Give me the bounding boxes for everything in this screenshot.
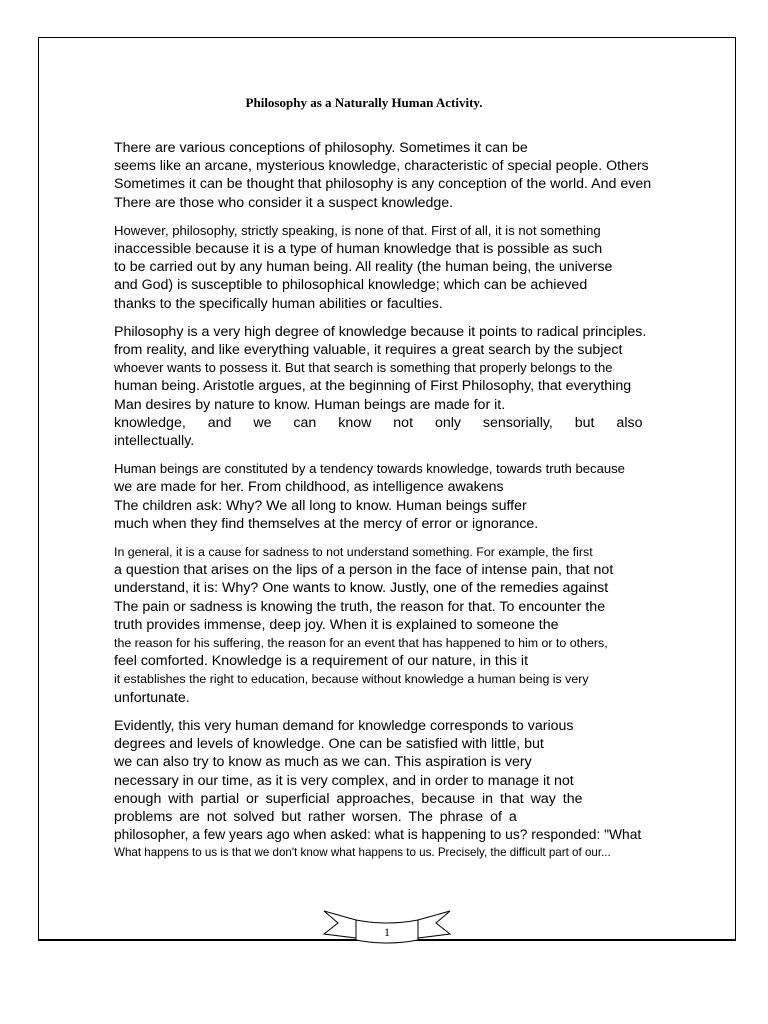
text-line: thanks to the specifically human abilities or faculties. — [114, 295, 443, 312]
text-line: and God) is susceptible to philosophical knowledge; which can be achieved — [114, 277, 588, 294]
text-line: Evidently, this very human demand for knowledge corresponds to various — [114, 717, 574, 734]
paragraph — [114, 222, 694, 313]
text-line: inaccessible because it is a type of human knowledge that is possible as such — [114, 241, 603, 258]
text-line: The pain or sadness is knowing the truth, the reason for that. To encounter the — [114, 598, 606, 615]
text-line: intellectually. — [114, 433, 195, 450]
text-line: knowledge, and we can know not only sensorially, but also — [114, 414, 643, 431]
text-line: Human beings are constituted by a tendency towards knowledge, towards truth because — [114, 461, 625, 477]
paragraph — [114, 139, 694, 212]
text-line: Philosophy is a very high degree of knowledge because it points to radical principles. — [114, 323, 647, 340]
text-line: to be carried out by any human being. All reality (the human being, the universe — [114, 259, 613, 276]
text-line: feel comforted. Knowledge is a requirement of our nature, in this it — [114, 653, 529, 670]
text-line: understand, it is: Why? One wants to know. Justly, one of the remedies against — [114, 580, 609, 597]
text-line: seems like an arcane, mysterious knowledge, characteristic of special people. Others — [114, 158, 649, 175]
paragraph — [114, 717, 694, 863]
justified-line — [114, 414, 643, 432]
text-line: degrees and levels of knowledge. One can be satisfied with little, but — [114, 736, 544, 753]
paragraph — [114, 323, 694, 450]
text-line: However, philosophy, strictly speaking, is none of that. First of all, it is not something — [114, 222, 601, 238]
text-line: In general, it is a cause for sadness to not understand something. For example, the first — [114, 545, 593, 560]
text-line: The children ask: Why? We all long to know. Human beings suffer — [114, 497, 527, 514]
page-title: Philosophy as a Naturally Human Activity. — [245, 95, 483, 110]
text-line: we can also try to know as much as we can. This aspiration is very — [114, 754, 532, 771]
paragraph — [114, 543, 694, 707]
text-line: enough with partial or superficial approaches, because in that way the — [114, 790, 583, 807]
text-line: much when they find themselves at the mercy of error or ignorance. — [114, 515, 539, 532]
text-line: unfortunate. — [114, 689, 190, 706]
text-line: necessary in our time, as it is very complex, and in order to manage it not — [114, 772, 574, 789]
text-line: What happens to us is that we don't know what happens to us. Precisely, the difficult part of our... — [114, 846, 611, 860]
document-body — [114, 139, 694, 873]
text-line: it establishes the right to education, because without knowledge a human being is very — [114, 672, 589, 687]
text-line: There are various conceptions of philosophy. Sometimes it can be — [114, 140, 528, 156]
paragraph — [114, 460, 694, 533]
text-line: Man desires by nature to know. Human beings are made for it. — [114, 396, 506, 413]
text-line: truth provides immense, deep joy. When it is explained to someone the — [114, 616, 559, 633]
text-line: philosopher, a few years ago when asked: what is happening to us? responded: "What — [114, 827, 642, 843]
text-line: There are those who consider it a suspect knowledge. — [114, 194, 454, 211]
text-line: human being. Aristotle argues, at the beginning of First Philosophy, that everything — [114, 378, 632, 395]
text-line: the reason for his suffering, the reason for an event that has happened to him or to others, — [114, 636, 608, 651]
text-line: from reality, and like everything valuable, it requires a great search by the subject — [114, 342, 623, 359]
page-number: 1 — [384, 925, 390, 939]
text-line: we are made for her. From childhood, as intelligence awakens — [114, 479, 504, 496]
text-line: problems are not solved but rather worsen. The phrase of a — [114, 808, 517, 825]
text-line: whoever wants to possess it. But that search is something that properly belongs to the — [114, 360, 613, 376]
text-line: Sometimes it can be thought that philosophy is any conception of the world. And even — [114, 176, 652, 193]
text-line: a question that arises on the lips of a person in the face of intense pain, that not — [114, 562, 614, 579]
